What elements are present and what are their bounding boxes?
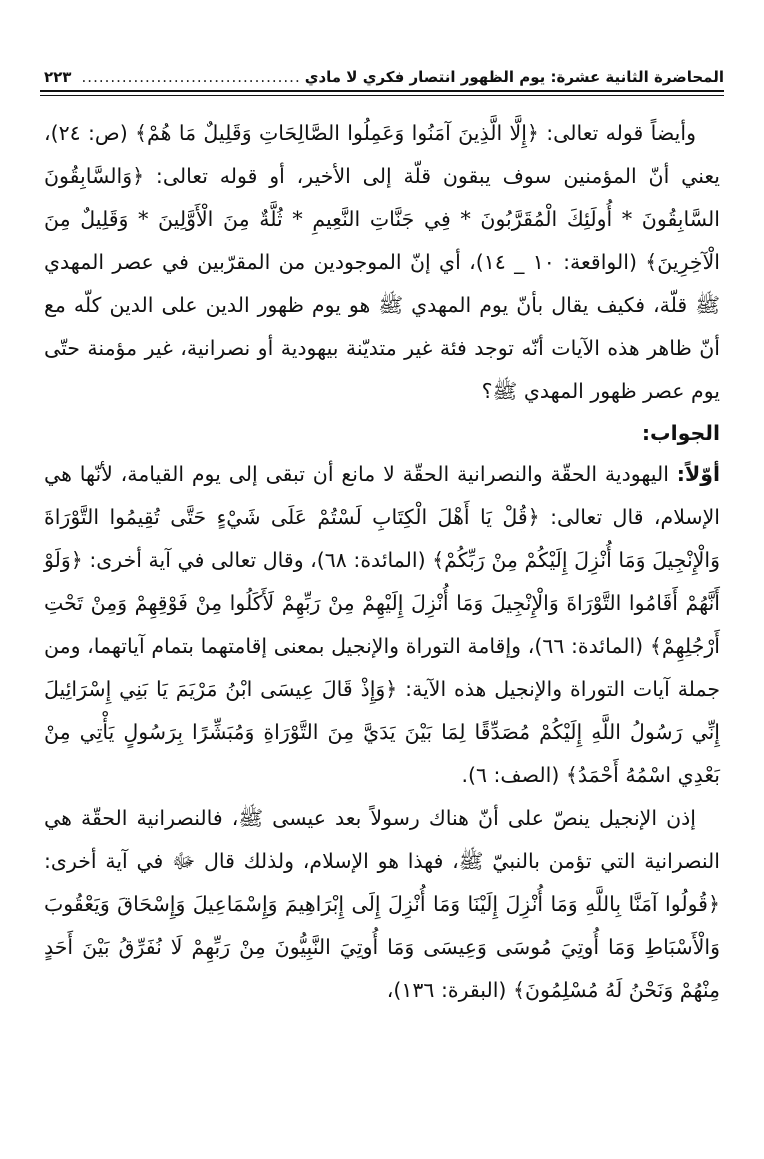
quran-verse: ﴿وَإِذْ قَالَ عِيسَى ابْنُ مَرْيَمَ يَا بَنِي إِسْرَائِيلَ إِنِّي رَسُولُ اللَّهِ إِلَيْكُمْ مُصَدِّقًا لِمَا بَيْنَ يَدَيَّ مِنَ التَّوْرَاةِ وَمُبَشِّرًا بِرَسُولٍ يَأْتِي مِنْ بَعْدِي اسْمُهُ أَحْمَدُ﴾ xyxy=(44,677,720,787)
text-run: (الواقعة: ١٠ _ ١٤)، أي إنّ الموجودين من المقرّبين في عصر المهدي ﷺ قلّة، فكيف يقال بأنّ يوم المهدي ﷺ هو يوم ظهور الدين على الدين كلّه مع أنّ ظاهر هذه الآيات أنّه توجد فئة غير متديّنة بيهودية أو نصرانية، غير مؤمنة حتّى يوم عصر ظهور المهدي ﷺ؟ xyxy=(44,250,720,403)
page-number: ٢٢٣ xyxy=(44,68,72,86)
chapter-title: المحاضرة الثانية عشرة: يوم الظهور انتصار فكري لا مادي xyxy=(304,68,724,86)
quran-verse: ﴿وَلَوْ أَنَّهُمْ أَقَامُوا التَّوْرَاةَ وَالْإِنْجِيلَ وَمَا أُنْزِلَ إِلَيْهِمْ مِنْ رَبِّهِمْ لَأَكَلُوا مِنْ فَوْقِهِمْ وَمِنْ تَحْتِ أَرْجُلِهِمْ﴾ xyxy=(44,548,720,658)
quran-verse: ﴿وَالسَّابِقُونَ السَّابِقُونَ * أُولَئِكَ الْمُقَرَّبُونَ * فِي جَنَّاتِ النَّعِيمِ * ثُلَّةٌ مِنَ الْأَوَّلِينَ * وَقَلِيلٌ مِنَ الْآخِرِينَ﴾ xyxy=(44,164,720,274)
leader-dots: ...................................... xyxy=(81,68,301,86)
text-run: إذن الإنجيل ينصّ على أنّ هناك رسولاً بعد عيسى ﷺ، فالنصرانية الحقّة هي النصرانية التي تؤمن بالنبيّ ﷺ، فهذا هو الإسلام، ولذلك قال ﷻ في آية أخرى: xyxy=(44,806,720,873)
text-run: (الصف: ٦). xyxy=(461,763,566,787)
text-run: وأيضاً قوله تعالى: xyxy=(538,121,696,145)
text-run: اليهودية الحقّة والنصرانية الحقّة لا مانع أن تبقى إلى يوم القيامة، لأنّها هي الإسلام، قال تعالى: xyxy=(44,462,720,529)
running-header xyxy=(44,52,724,86)
paragraph-first-point xyxy=(44,453,720,797)
text-run: (ص: ٢٤)، يعني أنّ المؤمنين سوف يبقون قلّة إلى الأخير، أو قوله تعالى: xyxy=(44,121,720,188)
text-run: (المائدة: ٦٦)، وإقامة التوراة والإنجيل بمعنى إقامتهما بتمام آياتهما، ومن جملة آيات التوراة والإنجيل هذه الآية: xyxy=(44,634,720,701)
text-run: (المائدة: ٦٨)، وقال تعالى في آية أخرى: xyxy=(82,548,433,572)
header-rule-thick xyxy=(40,90,724,92)
first-point-label: أوّلاً: xyxy=(676,462,720,486)
answer-heading: الجواب: xyxy=(641,421,720,445)
quran-verse: ﴿قُولُوا آمَنَّا بِاللَّهِ وَمَا أُنْزِلَ إِلَيْنَا وَمَا أُنْزِلَ إِلَى إِبْرَاهِيمَ وَإِسْمَاعِيلَ وَإِسْحَاقَ وَيَعْقُوبَ وَالْأَسْبَاطِ وَمَا أُوتِيَ مُوسَى وَعِيسَى وَمَا أُوتِيَ النَّبِيُّونَ مِنْ رَبِّهِمْ لَا نُفَرِّقُ بَيْنَ أَحَدٍ مِنْهُمْ وَنَحْنُ لَهُ مُسْلِمُونَ﴾ xyxy=(44,892,720,1002)
page-body xyxy=(44,112,720,1012)
quran-verse: ﴿قُلْ يَا أَهْلَ الْكِتَابِ لَسْتُمْ عَلَى شَيْءٍ حَتَّى تُقِيمُوا التَّوْرَاةَ وَالْإِنْجِيلَ وَمَا أُنْزِلَ إِلَيْكُمْ مِنْ رَبِّكُمْ﴾ xyxy=(44,505,721,572)
quran-verse: ﴿إِلَّا الَّذِينَ آمَنُوا وَعَمِلُوا الصَّالِحَاتِ وَقَلِيلٌ مَا هُمْ﴾ xyxy=(135,121,539,145)
text-run: (البقرة: ١٣٦)، xyxy=(386,978,513,1002)
header-rule-thin xyxy=(40,95,724,96)
paragraph-question xyxy=(44,112,720,413)
paragraph-gospel xyxy=(44,797,720,1012)
